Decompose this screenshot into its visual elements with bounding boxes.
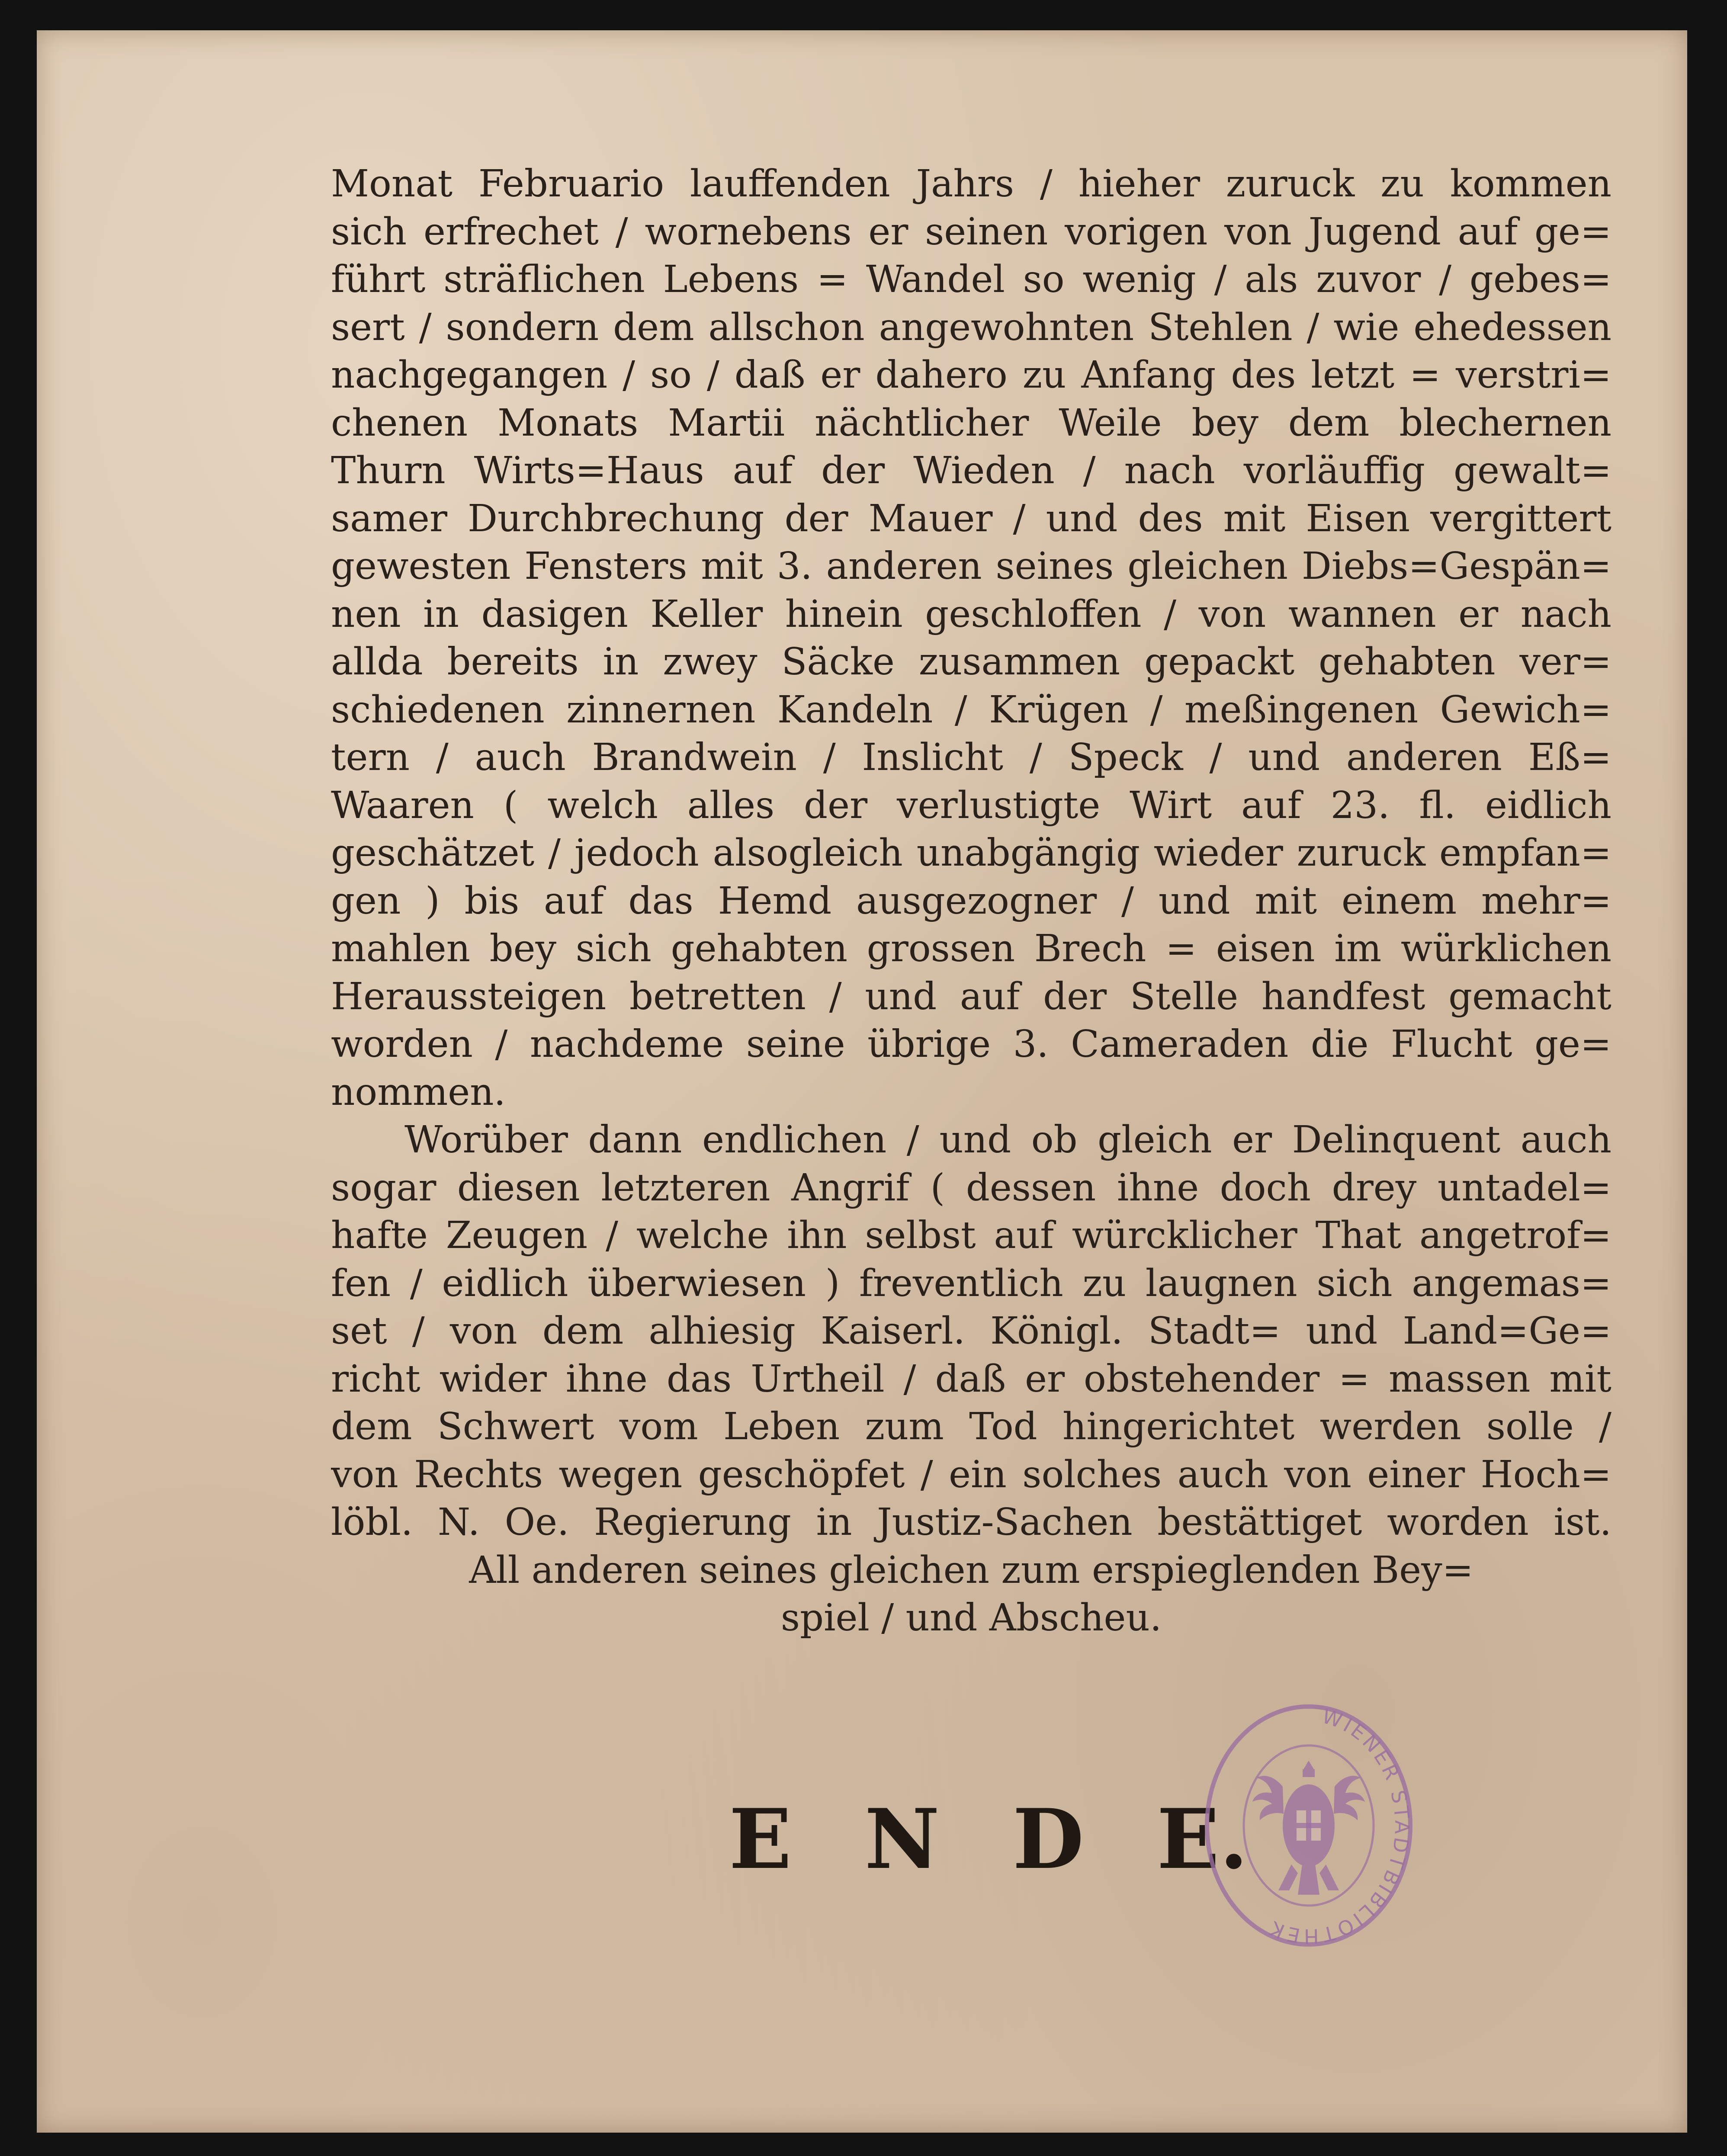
- text-line: sogar diesen letzteren Angrif ( dessen ihne doch drey untadel=: [331, 1166, 1611, 1210]
- text-line: nommen.: [331, 1070, 506, 1114]
- svg-text:WIENER STADTBIBLIOTHEK: WIENER STADTBIBLIOTHEK: [1264, 1704, 1414, 1947]
- text-line: nachgegangen / so / daß er dahero zu Anfang des letzt = verstri=: [331, 353, 1611, 397]
- text-line: Waaren ( welch alles der verlustigte Wirt auf 23. fl. eidlich: [331, 783, 1611, 827]
- text-line: schiedenen zinnernen Kandeln / Krügen / meßingenen Gewich=: [331, 688, 1611, 732]
- text-line: sich erfrechet / wornebens er seinen vorigen von Jugend auf ge=: [331, 210, 1611, 253]
- text-line: dem Schwert vom Leben zum Tod hingerichtet werden solle /: [331, 1405, 1611, 1448]
- text-line: fen / eidlich überwiesen ) freventlich zu laugnen sich angemas=: [331, 1261, 1611, 1305]
- text-line: Worüber dann endlichen / und ob gleich er Delinquent auch: [404, 1118, 1611, 1161]
- text-line: hafte Zeugen / welche ihn selbst auf würcklicher That angetrof=: [331, 1214, 1611, 1257]
- text-line: Thurn Wirts=Haus auf der Wieden / nach vorläuffig gewalt=: [331, 449, 1611, 492]
- text-line: allda bereits in zwey Säcke zusammen gepackt gehabten ver=: [331, 640, 1611, 683]
- text-line: führt sträflichen Lebens = Wandel so wenig / als zuvor / gebes=: [331, 258, 1611, 301]
- text-line: gen ) bis auf das Hemd ausgezogner / und mit einem mehr=: [331, 879, 1611, 923]
- text-line: Heraussteigen betretten / und auf der Stelle handfest gemacht: [331, 975, 1611, 1018]
- text-line: richt wider ihne das Urtheil / daß er obstehender = massen mit: [331, 1357, 1611, 1401]
- finis-letter: E.: [1157, 1791, 1248, 1887]
- text-line: gewesten Fensters mit 3. anderen seines gleichen Diebs=Gespän=: [331, 545, 1611, 588]
- text-line: löbl. N. Oe. Regierung in Justiz-Sachen bestättiget worden ist.: [331, 1501, 1611, 1544]
- text-line: set / von dem alhiesig Kaiserl. Königl. Stadt= und Land=Ge=: [331, 1309, 1611, 1353]
- document-page: [37, 30, 1687, 2133]
- text-line: worden / nachdeme seine übrige 3. Cameraden die Flucht ge=: [331, 1023, 1611, 1066]
- library-stamp-icon: [1196, 1687, 1421, 1947]
- finis-letter: N: [864, 1791, 940, 1887]
- text-line: sert / sondern dem allschon angewohnten Stehlen / wie ehedessen: [331, 305, 1611, 349]
- finis-ende: [729, 1791, 1248, 1887]
- closing-line: spiel / und Abscheu.: [780, 1596, 1162, 1639]
- text-line: nen in dasigen Keller hinein geschloffen / von wannen er nach: [331, 592, 1611, 636]
- body-text: [331, 160, 1611, 1642]
- closing-line: All anderen seines gleichen zum erspieglenden Bey=: [469, 1548, 1473, 1592]
- finis-letter: E: [729, 1791, 792, 1887]
- text-line: chenen Monats Martii nächtlicher Weile bey dem blechernen: [331, 401, 1611, 445]
- text-line: samer Durchbrechung der Mauer / und des mit Eisen vergittert: [331, 497, 1611, 540]
- text-line: geschätzet / jedoch alsogleich unabgängig wieder zuruck empfan=: [331, 831, 1611, 875]
- text-line: mahlen bey sich gehabten grossen Brech = eisen im würklichen: [331, 927, 1611, 970]
- text-line: tern / auch Brandwein / Inslicht / Speck / und anderen Eß=: [331, 736, 1611, 779]
- finis-letter: D: [1012, 1791, 1084, 1887]
- text-line: Monat Februario lauffenden Jahrs / hieher zuruck zu kommen: [331, 162, 1611, 205]
- text-line: von Rechts wegen geschöpfet / ein solches auch von einer Hoch=: [331, 1453, 1611, 1496]
